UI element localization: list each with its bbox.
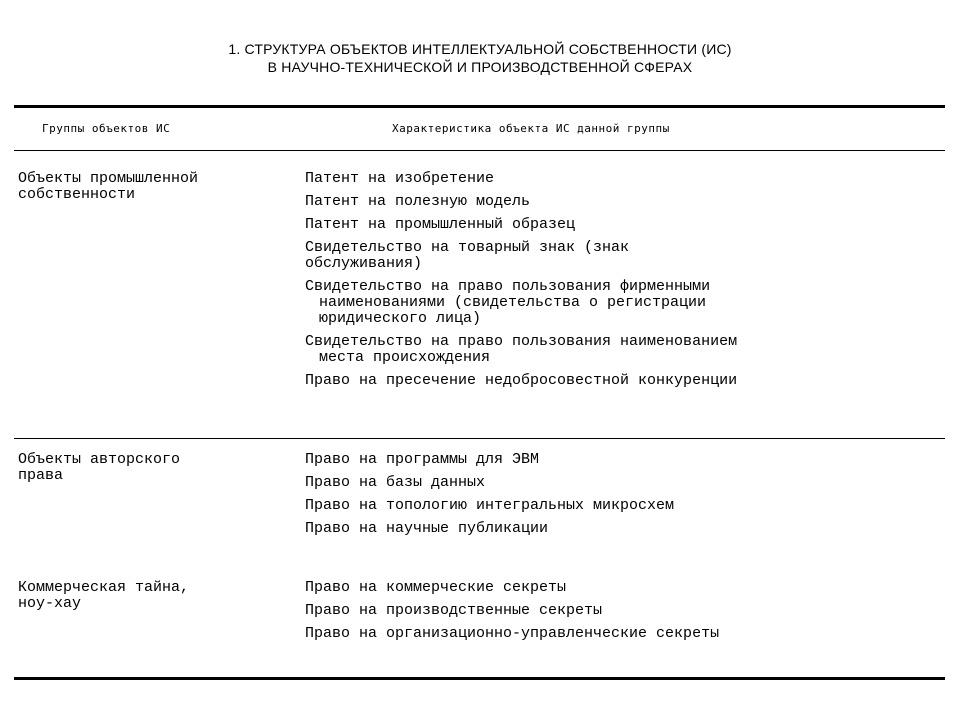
column-header-characteristics: Характеристика объекта ИС данной группы [392, 122, 670, 135]
table-top-rule [14, 105, 945, 108]
group-items-trade-secret [305, 580, 719, 649]
list-item: Патент на изобретение [305, 170, 495, 187]
list-item: Право на коммерческие секреты [305, 579, 567, 596]
list-item: Право на пресечение недобросовестной конкуренции [305, 372, 738, 389]
list-item: Право на научные публикации [305, 520, 549, 537]
list-item: Право на организационно-управленческие секреты [305, 625, 720, 642]
group-name-line: Объекты авторского [18, 451, 181, 468]
table-bottom-rule [14, 677, 945, 680]
group-name-line: ноу-хау [18, 595, 82, 612]
list-item: Свидетельство на товарный знак (знак обслуживания) [305, 239, 630, 272]
group-name-line: Коммерческая тайна, [18, 579, 190, 596]
header-divider [14, 150, 945, 151]
list-item: Патент на полезную модель [305, 193, 531, 210]
list-item: Патент на промышленный образец [305, 216, 576, 233]
group-items-copyright [305, 452, 674, 544]
title-line-1: 1. СТРУКТУРА ОБЪЕКТОВ ИНТЕЛЛЕКТУАЛЬНОЙ СОБСТВЕННОСТИ (ИС) [228, 41, 732, 57]
list-item: Свидетельство на право пользования наименованием места происхождения [305, 333, 738, 366]
group-name-line: права [18, 467, 64, 484]
group-name-industrial-property [18, 171, 198, 203]
title-line-2: В НАУЧНО-ТЕХНИЧЕСКОЙ И ПРОИЗВОДСТВЕННОЙ СФЕРАХ [267, 59, 693, 75]
column-header-groups: Группы объектов ИС [42, 122, 171, 135]
group-name-line: собственности [18, 186, 136, 203]
list-item: Право на базы данных [305, 474, 486, 491]
group-name-trade-secret [18, 580, 189, 612]
group-divider [14, 438, 945, 439]
list-item: Право на производственные секреты [305, 602, 603, 619]
list-item: Свидетельство на право пользования фирменными наименованиями (свидетельства о регистрации юридического лица) [305, 278, 711, 327]
group-items-industrial-property [305, 171, 737, 396]
group-name-line: Объекты промышленной [18, 170, 199, 187]
group-name-copyright [18, 452, 180, 484]
list-item: Право на программы для ЭВМ [305, 451, 540, 468]
list-item: Право на топологию интегральных микросхем [305, 497, 675, 514]
page-title [0, 40, 960, 76]
